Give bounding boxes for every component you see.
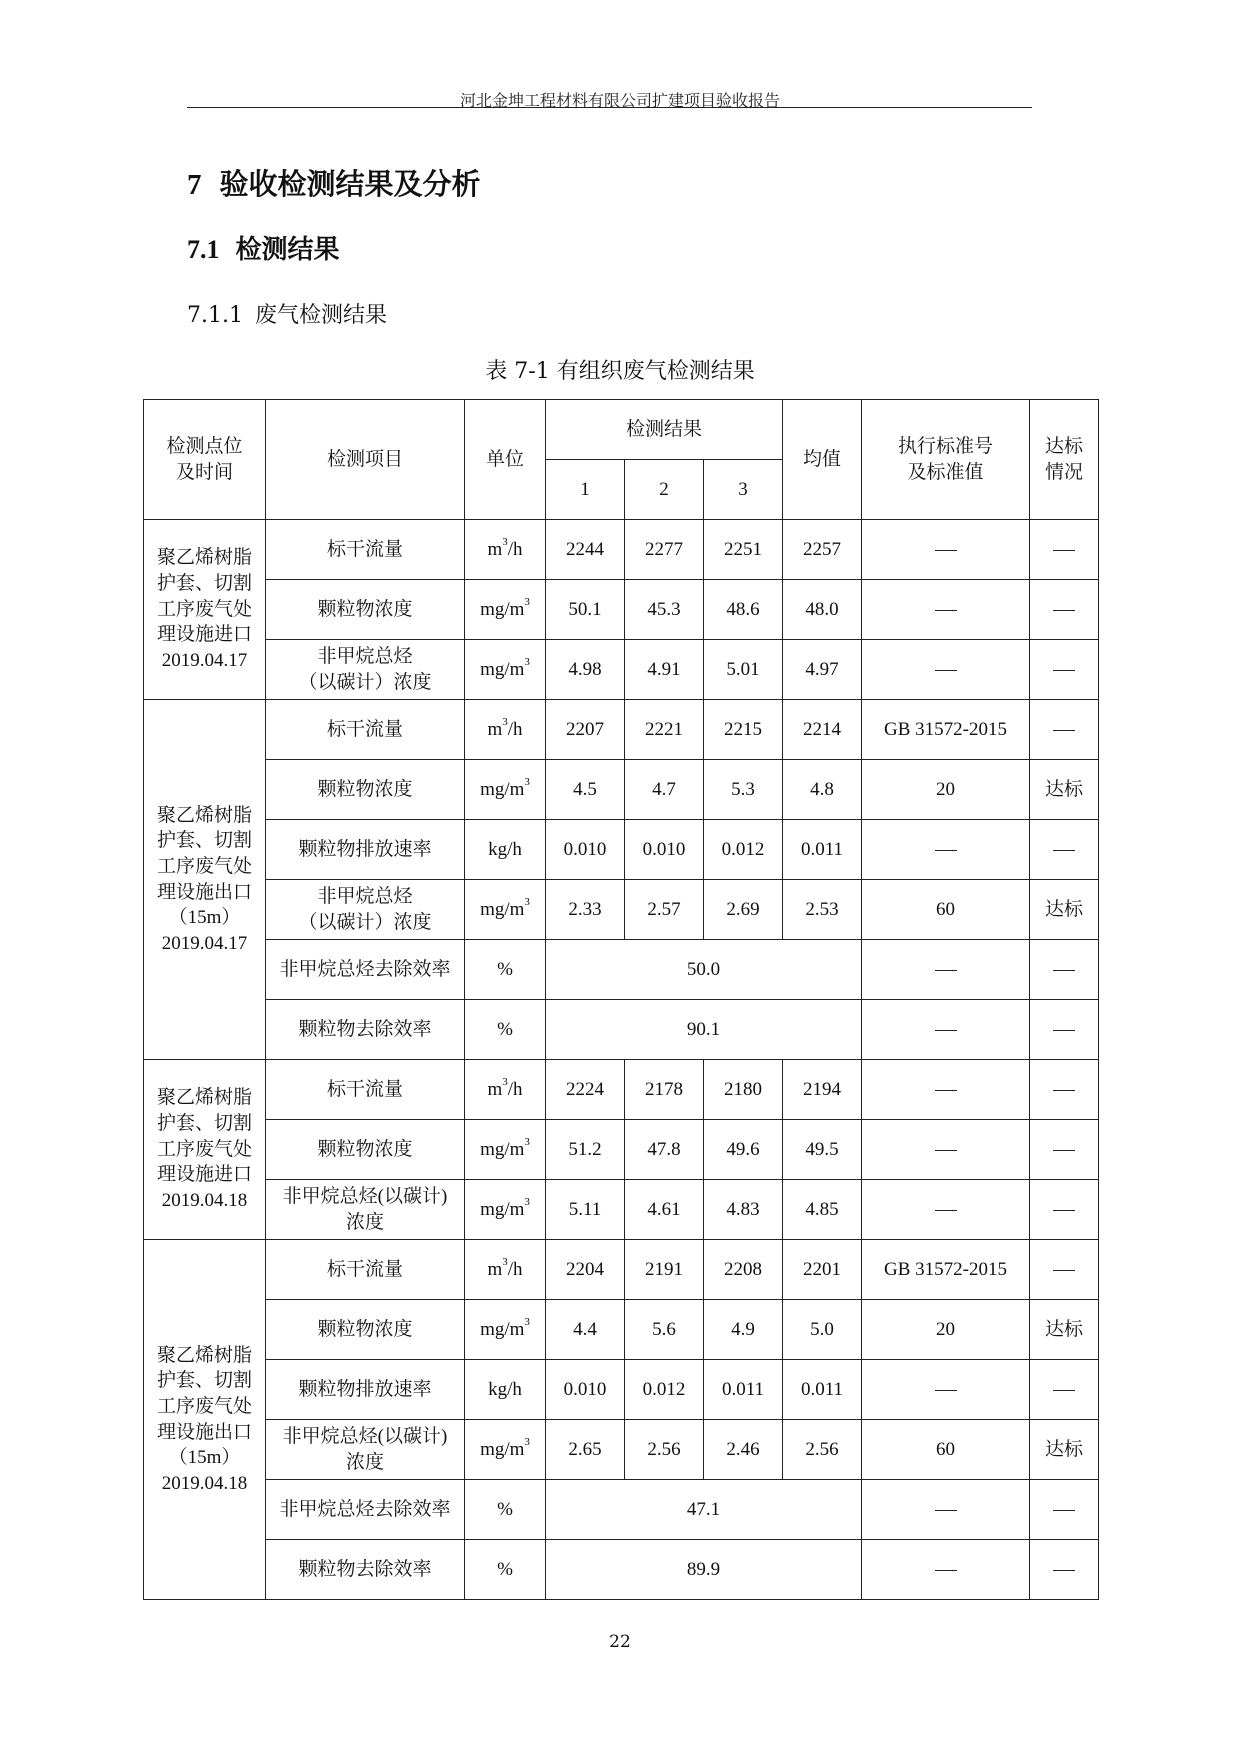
- result-cell-1: 0.010: [546, 1360, 625, 1420]
- unit-cell: [465, 940, 546, 1000]
- item-cell: [266, 1000, 465, 1060]
- status-cell: [1030, 1480, 1099, 1540]
- location-line: 护套、切割: [156, 1370, 252, 1392]
- status-dash-mark: [1053, 670, 1075, 671]
- page-number: 22: [609, 1632, 631, 1652]
- table-row: [144, 1480, 1099, 1540]
- unit-cell: [465, 640, 546, 700]
- result-cell-1: 2224: [546, 1060, 625, 1120]
- header-location: [144, 400, 266, 520]
- standard-dash-mark: [935, 670, 957, 671]
- item-cell: [266, 1540, 465, 1600]
- subsection-number: 7.1: [187, 235, 220, 264]
- unit-base: kg/h: [488, 838, 522, 860]
- standard-cell: [862, 1120, 1030, 1180]
- location-line: 理设施进口: [156, 624, 252, 646]
- average-cell: 0.011: [783, 1360, 862, 1420]
- result-cell-2: 4.7: [625, 760, 704, 820]
- average-cell: 2.56: [783, 1420, 862, 1480]
- item-cell: [266, 1360, 465, 1420]
- item-line: 颗粒物浓度: [317, 1138, 413, 1160]
- table-header: [144, 400, 1099, 520]
- table-row: [144, 1360, 1099, 1420]
- table-row: [144, 1060, 1099, 1120]
- status-cell: [1030, 640, 1099, 700]
- item-cell: [266, 820, 465, 880]
- table-row: [144, 1120, 1099, 1180]
- item-line: （以碳计）浓度: [298, 671, 432, 693]
- status-dash-mark: [1053, 1210, 1075, 1211]
- unit-cell: [465, 1480, 546, 1540]
- standard-cell: [862, 1480, 1030, 1540]
- result-cell-3: 2.69: [704, 880, 783, 940]
- unit-superscript: 3: [524, 895, 530, 908]
- unit-cell: [465, 1120, 546, 1180]
- table-row: [144, 1240, 1099, 1300]
- status-cell: [1030, 1000, 1099, 1060]
- section-title: 验收检测结果及分析: [219, 167, 481, 201]
- result-cell-1: 4.4: [546, 1300, 625, 1360]
- header-item: 检测项目: [266, 400, 465, 520]
- unit-cell: [465, 1060, 546, 1120]
- item-line: 浓度: [345, 1451, 384, 1473]
- standard-dash-mark: [935, 610, 957, 611]
- standard-dash-mark: [935, 1150, 957, 1151]
- unit-tail: /h: [507, 718, 523, 740]
- location-line: 理设施进口: [156, 1164, 252, 1186]
- status-dash-mark: [1053, 1090, 1075, 1091]
- unit-superscript: 3: [502, 1255, 508, 1268]
- status-dash-mark: [1053, 1030, 1075, 1031]
- unit-superscript: 3: [524, 1135, 530, 1148]
- item-cell: [266, 1120, 465, 1180]
- table-row: [144, 880, 1099, 940]
- item-cell: [266, 520, 465, 580]
- location-line: 聚乙烯树脂: [156, 804, 252, 826]
- item-line: 非甲烷总烃(以碳计): [282, 1185, 448, 1207]
- unit-tail: /h: [507, 1078, 523, 1100]
- header-run-2: 2: [625, 460, 704, 520]
- unit-base: %: [497, 958, 513, 980]
- location-line: 2019.04.17: [161, 932, 248, 954]
- status-cell: [1030, 700, 1099, 760]
- result-cell-1: 5.11: [546, 1180, 625, 1240]
- result-cell-2: 4.91: [625, 640, 704, 700]
- result-cell-3: 2180: [704, 1060, 783, 1120]
- table-body: [144, 520, 1099, 1600]
- result-cell-2: 47.8: [625, 1120, 704, 1180]
- standard-cell: [862, 1180, 1030, 1240]
- status-dash-mark: [1053, 850, 1075, 851]
- unit-superscript: 3: [524, 1315, 530, 1328]
- item-line: 非甲烷总烃去除效率: [279, 1498, 451, 1520]
- location-line: 聚乙烯树脂: [156, 1344, 252, 1366]
- unit-superscript: 3: [524, 655, 530, 668]
- status-dash-mark: [1053, 1510, 1075, 1511]
- unit-base: mg/m: [480, 1438, 525, 1460]
- table-row: [144, 820, 1099, 880]
- status-cell: [1030, 580, 1099, 640]
- unit-superscript: 3: [502, 715, 508, 728]
- result-cell-1: 50.1: [546, 580, 625, 640]
- result-cell-1: 4.5: [546, 760, 625, 820]
- location-line: 2019.04.18: [161, 1189, 248, 1211]
- status-cell: [1030, 1180, 1099, 1240]
- merged-value-cell: 47.1: [546, 1480, 862, 1540]
- item-line: 颗粒物浓度: [317, 1318, 413, 1340]
- unit-cell: [465, 1300, 546, 1360]
- result-cell-1: 0.010: [546, 820, 625, 880]
- unit-base: m: [487, 718, 503, 740]
- unit-base: mg/m: [480, 1138, 525, 1160]
- unit-cell: [465, 1360, 546, 1420]
- status-cell: 达标: [1030, 1420, 1099, 1480]
- section-number: 7: [187, 169, 202, 201]
- result-cell-1: 2.65: [546, 1420, 625, 1480]
- standard-cell: [862, 1000, 1030, 1060]
- location-line: 护套、切割: [156, 830, 252, 852]
- table-row: [144, 1300, 1099, 1360]
- location-cell: [144, 1240, 266, 1600]
- item-cell: [266, 760, 465, 820]
- standard-cell: 20: [862, 1300, 1030, 1360]
- standard-dash-mark: [935, 970, 957, 971]
- result-cell-2: 2178: [625, 1060, 704, 1120]
- status-cell: [1030, 1360, 1099, 1420]
- status-cell: [1030, 520, 1099, 580]
- result-cell-1: 2244: [546, 520, 625, 580]
- header-status-line: 达标: [1045, 435, 1084, 457]
- item-cell: [266, 880, 465, 940]
- standard-dash-mark: [935, 550, 957, 551]
- status-cell: [1030, 940, 1099, 1000]
- unit-superscript: 3: [524, 1195, 530, 1208]
- table-row: [144, 700, 1099, 760]
- status-cell: 达标: [1030, 880, 1099, 940]
- unit-base: mg/m: [480, 658, 525, 680]
- result-cell-2: 2.56: [625, 1420, 704, 1480]
- item-line: 非甲烷总烃: [317, 885, 413, 907]
- status-dash-mark: [1053, 1390, 1075, 1391]
- merged-value-cell: 89.9: [546, 1540, 862, 1600]
- result-cell-1: 2.33: [546, 880, 625, 940]
- header-status-line: 情况: [1045, 461, 1084, 483]
- item-line: 颗粒物去除效率: [298, 1558, 432, 1580]
- status-dash-mark: [1053, 1150, 1075, 1151]
- header-run-1: 1: [546, 460, 625, 520]
- unit-base: %: [497, 1498, 513, 1520]
- subsection-title: 检测结果: [235, 235, 340, 265]
- standard-cell: GB 31572-2015: [862, 700, 1030, 760]
- table-row: [144, 1540, 1099, 1600]
- subsubsection-number: 7.1.1: [187, 303, 243, 328]
- average-cell: 48.0: [783, 580, 862, 640]
- result-cell-3: 5.3: [704, 760, 783, 820]
- result-cell-1: 2204: [546, 1240, 625, 1300]
- status-cell: [1030, 1540, 1099, 1600]
- status-cell: [1030, 820, 1099, 880]
- unit-cell: [465, 880, 546, 940]
- unit-cell: [465, 520, 546, 580]
- unit-cell: [465, 1420, 546, 1480]
- average-cell: 2.53: [783, 880, 862, 940]
- result-cell-2: 4.61: [625, 1180, 704, 1240]
- item-line: 颗粒物浓度: [317, 598, 413, 620]
- result-cell-3: 48.6: [704, 580, 783, 640]
- item-line: 颗粒物浓度: [317, 778, 413, 800]
- average-cell: 2257: [783, 520, 862, 580]
- standard-dash-mark: [935, 1030, 957, 1031]
- table-row: [144, 580, 1099, 640]
- result-cell-3: 2208: [704, 1240, 783, 1300]
- item-line: 颗粒物去除效率: [298, 1018, 432, 1040]
- item-cell: [266, 1480, 465, 1540]
- result-cell-2: 0.010: [625, 820, 704, 880]
- standard-cell: 60: [862, 1420, 1030, 1480]
- item-cell: [266, 1240, 465, 1300]
- section-heading: [187, 162, 481, 203]
- average-cell: 49.5: [783, 1120, 862, 1180]
- table-row: [144, 1420, 1099, 1480]
- status-dash-mark: [1053, 550, 1075, 551]
- status-cell: [1030, 1120, 1099, 1180]
- average-cell: 2201: [783, 1240, 862, 1300]
- standard-dash-mark: [935, 1090, 957, 1091]
- unit-cell: [465, 1540, 546, 1600]
- standard-cell: [862, 820, 1030, 880]
- result-cell-3: 5.01: [704, 640, 783, 700]
- unit-base: mg/m: [480, 1318, 525, 1340]
- location-line: （15m）: [168, 1447, 241, 1469]
- result-cell-1: 51.2: [546, 1120, 625, 1180]
- header-standard: [862, 400, 1030, 520]
- result-cell-1: 4.98: [546, 640, 625, 700]
- location-line: 理设施出口: [156, 1421, 252, 1443]
- unit-tail: /h: [507, 1258, 523, 1280]
- item-line: 非甲烷总烃(以碳计): [282, 1425, 448, 1447]
- unit-base: m: [487, 538, 503, 560]
- unit-superscript: 3: [524, 775, 530, 788]
- item-cell: [266, 1300, 465, 1360]
- unit-base: mg/m: [480, 778, 525, 800]
- result-cell-1: 2207: [546, 700, 625, 760]
- result-cell-3: 0.011: [704, 1360, 783, 1420]
- standard-cell: GB 31572-2015: [862, 1240, 1030, 1300]
- unit-tail: /h: [507, 538, 523, 560]
- result-cell-2: 5.6: [625, 1300, 704, 1360]
- location-line: 工序废气处: [156, 1395, 252, 1417]
- header-divider: [187, 107, 1032, 108]
- location-line: 聚乙烯树脂: [156, 1087, 252, 1109]
- status-dash-mark: [1053, 730, 1075, 731]
- location-line: 工序废气处: [156, 1138, 252, 1160]
- average-cell: 4.85: [783, 1180, 862, 1240]
- average-cell: 5.0: [783, 1300, 862, 1360]
- result-cell-2: 2277: [625, 520, 704, 580]
- location-line: 2019.04.17: [161, 649, 248, 671]
- result-cell-2: 2191: [625, 1240, 704, 1300]
- emission-results-table: [143, 399, 1099, 1600]
- status-cell: 达标: [1030, 760, 1099, 820]
- location-cell: [144, 700, 266, 1060]
- location-line: 工序废气处: [156, 598, 252, 620]
- table-row: [144, 640, 1099, 700]
- standard-cell: [862, 520, 1030, 580]
- unit-superscript: 3: [524, 595, 530, 608]
- header-results: 检测结果: [546, 400, 783, 460]
- unit-base: %: [497, 1558, 513, 1580]
- header-standard-line: 及标准值: [907, 461, 984, 483]
- subsubsection-title: 废气检测结果: [254, 303, 387, 328]
- item-cell: [266, 640, 465, 700]
- table-row: [144, 1000, 1099, 1060]
- unit-superscript: 3: [502, 535, 508, 548]
- unit-base: mg/m: [480, 898, 525, 920]
- result-cell-3: 2251: [704, 520, 783, 580]
- table-row: [144, 760, 1099, 820]
- result-cell-3: 2215: [704, 700, 783, 760]
- status-dash-mark: [1053, 610, 1075, 611]
- average-cell: 4.97: [783, 640, 862, 700]
- header-status: [1030, 400, 1099, 520]
- unit-cell: [465, 1240, 546, 1300]
- standard-cell: [862, 1060, 1030, 1120]
- item-cell: [266, 1180, 465, 1240]
- status-dash-mark: [1053, 1570, 1075, 1571]
- result-cell-3: 0.012: [704, 820, 783, 880]
- unit-base: kg/h: [488, 1378, 522, 1400]
- unit-cell: [465, 1000, 546, 1060]
- unit-superscript: 3: [524, 1435, 530, 1448]
- header-location-line: 检测点位: [166, 435, 243, 457]
- unit-cell: [465, 820, 546, 880]
- item-line: 标干流量: [326, 1258, 403, 1280]
- header-run-3: 3: [704, 460, 783, 520]
- header-average: 均值: [783, 400, 862, 520]
- location-line: 理设施出口: [156, 881, 252, 903]
- item-cell: [266, 700, 465, 760]
- item-line: 颗粒物排放速率: [298, 1378, 432, 1400]
- location-line: 工序废气处: [156, 855, 252, 877]
- location-line: 2019.04.18: [161, 1472, 248, 1494]
- average-cell: 0.011: [783, 820, 862, 880]
- unit-base: mg/m: [480, 598, 525, 620]
- standard-dash-mark: [935, 1210, 957, 1211]
- result-cell-3: 4.9: [704, 1300, 783, 1360]
- item-cell: [266, 580, 465, 640]
- header-standard-line: 执行标准号: [898, 435, 994, 457]
- average-cell: 2214: [783, 700, 862, 760]
- result-cell-2: 0.012: [625, 1360, 704, 1420]
- unit-cell: [465, 700, 546, 760]
- header-location-line: 及时间: [175, 461, 233, 483]
- table-row: [144, 520, 1099, 580]
- standard-cell: [862, 640, 1030, 700]
- item-line: 浓度: [345, 1211, 384, 1233]
- item-line: 颗粒物排放速率: [298, 838, 432, 860]
- status-dash-mark: [1053, 970, 1075, 971]
- status-cell: 达标: [1030, 1300, 1099, 1360]
- unit-cell: [465, 760, 546, 820]
- item-line: 标干流量: [326, 718, 403, 740]
- standard-dash-mark: [935, 1510, 957, 1511]
- merged-value-cell: 50.0: [546, 940, 862, 1000]
- average-cell: 2194: [783, 1060, 862, 1120]
- item-line: 标干流量: [326, 1078, 403, 1100]
- subsection-heading: [187, 229, 340, 266]
- table-caption: 表 7-1 有组织废气检测结果: [485, 359, 755, 384]
- standard-cell: [862, 940, 1030, 1000]
- unit-base: m: [487, 1078, 503, 1100]
- unit-base: %: [497, 1018, 513, 1040]
- page-header: 河北金坤工程材料有限公司扩建项目验收报告: [459, 91, 780, 110]
- item-line: 非甲烷总烃: [317, 645, 413, 667]
- result-cell-3: 49.6: [704, 1120, 783, 1180]
- result-cell-2: 45.3: [625, 580, 704, 640]
- table-row: [144, 940, 1099, 1000]
- result-cell-3: 4.83: [704, 1180, 783, 1240]
- header-unit: 单位: [465, 400, 546, 520]
- item-cell: [266, 1420, 465, 1480]
- average-cell: 4.8: [783, 760, 862, 820]
- unit-cell: [465, 580, 546, 640]
- standard-dash-mark: [935, 1570, 957, 1571]
- status-cell: [1030, 1240, 1099, 1300]
- unit-base: m: [487, 1258, 503, 1280]
- standard-cell: [862, 580, 1030, 640]
- standard-cell: 60: [862, 880, 1030, 940]
- result-cell-2: 2221: [625, 700, 704, 760]
- item-cell: [266, 940, 465, 1000]
- table-row: [144, 1180, 1099, 1240]
- standard-cell: [862, 1360, 1030, 1420]
- location-cell: [144, 520, 266, 700]
- location-cell: [144, 1060, 266, 1240]
- location-line: 聚乙烯树脂: [156, 547, 252, 569]
- item-cell: [266, 1060, 465, 1120]
- unit-base: mg/m: [480, 1198, 525, 1220]
- standard-dash-mark: [935, 850, 957, 851]
- status-cell: [1030, 1060, 1099, 1120]
- result-cell-3: 2.46: [704, 1420, 783, 1480]
- subsubsection-heading: [187, 298, 387, 329]
- status-dash-mark: [1053, 1270, 1075, 1271]
- standard-dash-mark: [935, 1390, 957, 1391]
- location-line: （15m）: [168, 907, 241, 929]
- unit-superscript: 3: [502, 1075, 508, 1088]
- item-line: （以碳计）浓度: [298, 911, 432, 933]
- item-line: 非甲烷总烃去除效率: [279, 958, 451, 980]
- item-line: 标干流量: [326, 538, 403, 560]
- merged-value-cell: 90.1: [546, 1000, 862, 1060]
- location-line: 护套、切割: [156, 573, 252, 595]
- result-cell-2: 2.57: [625, 880, 704, 940]
- unit-cell: [465, 1180, 546, 1240]
- location-line: 护套、切割: [156, 1113, 252, 1135]
- standard-cell: [862, 1540, 1030, 1600]
- standard-cell: 20: [862, 760, 1030, 820]
